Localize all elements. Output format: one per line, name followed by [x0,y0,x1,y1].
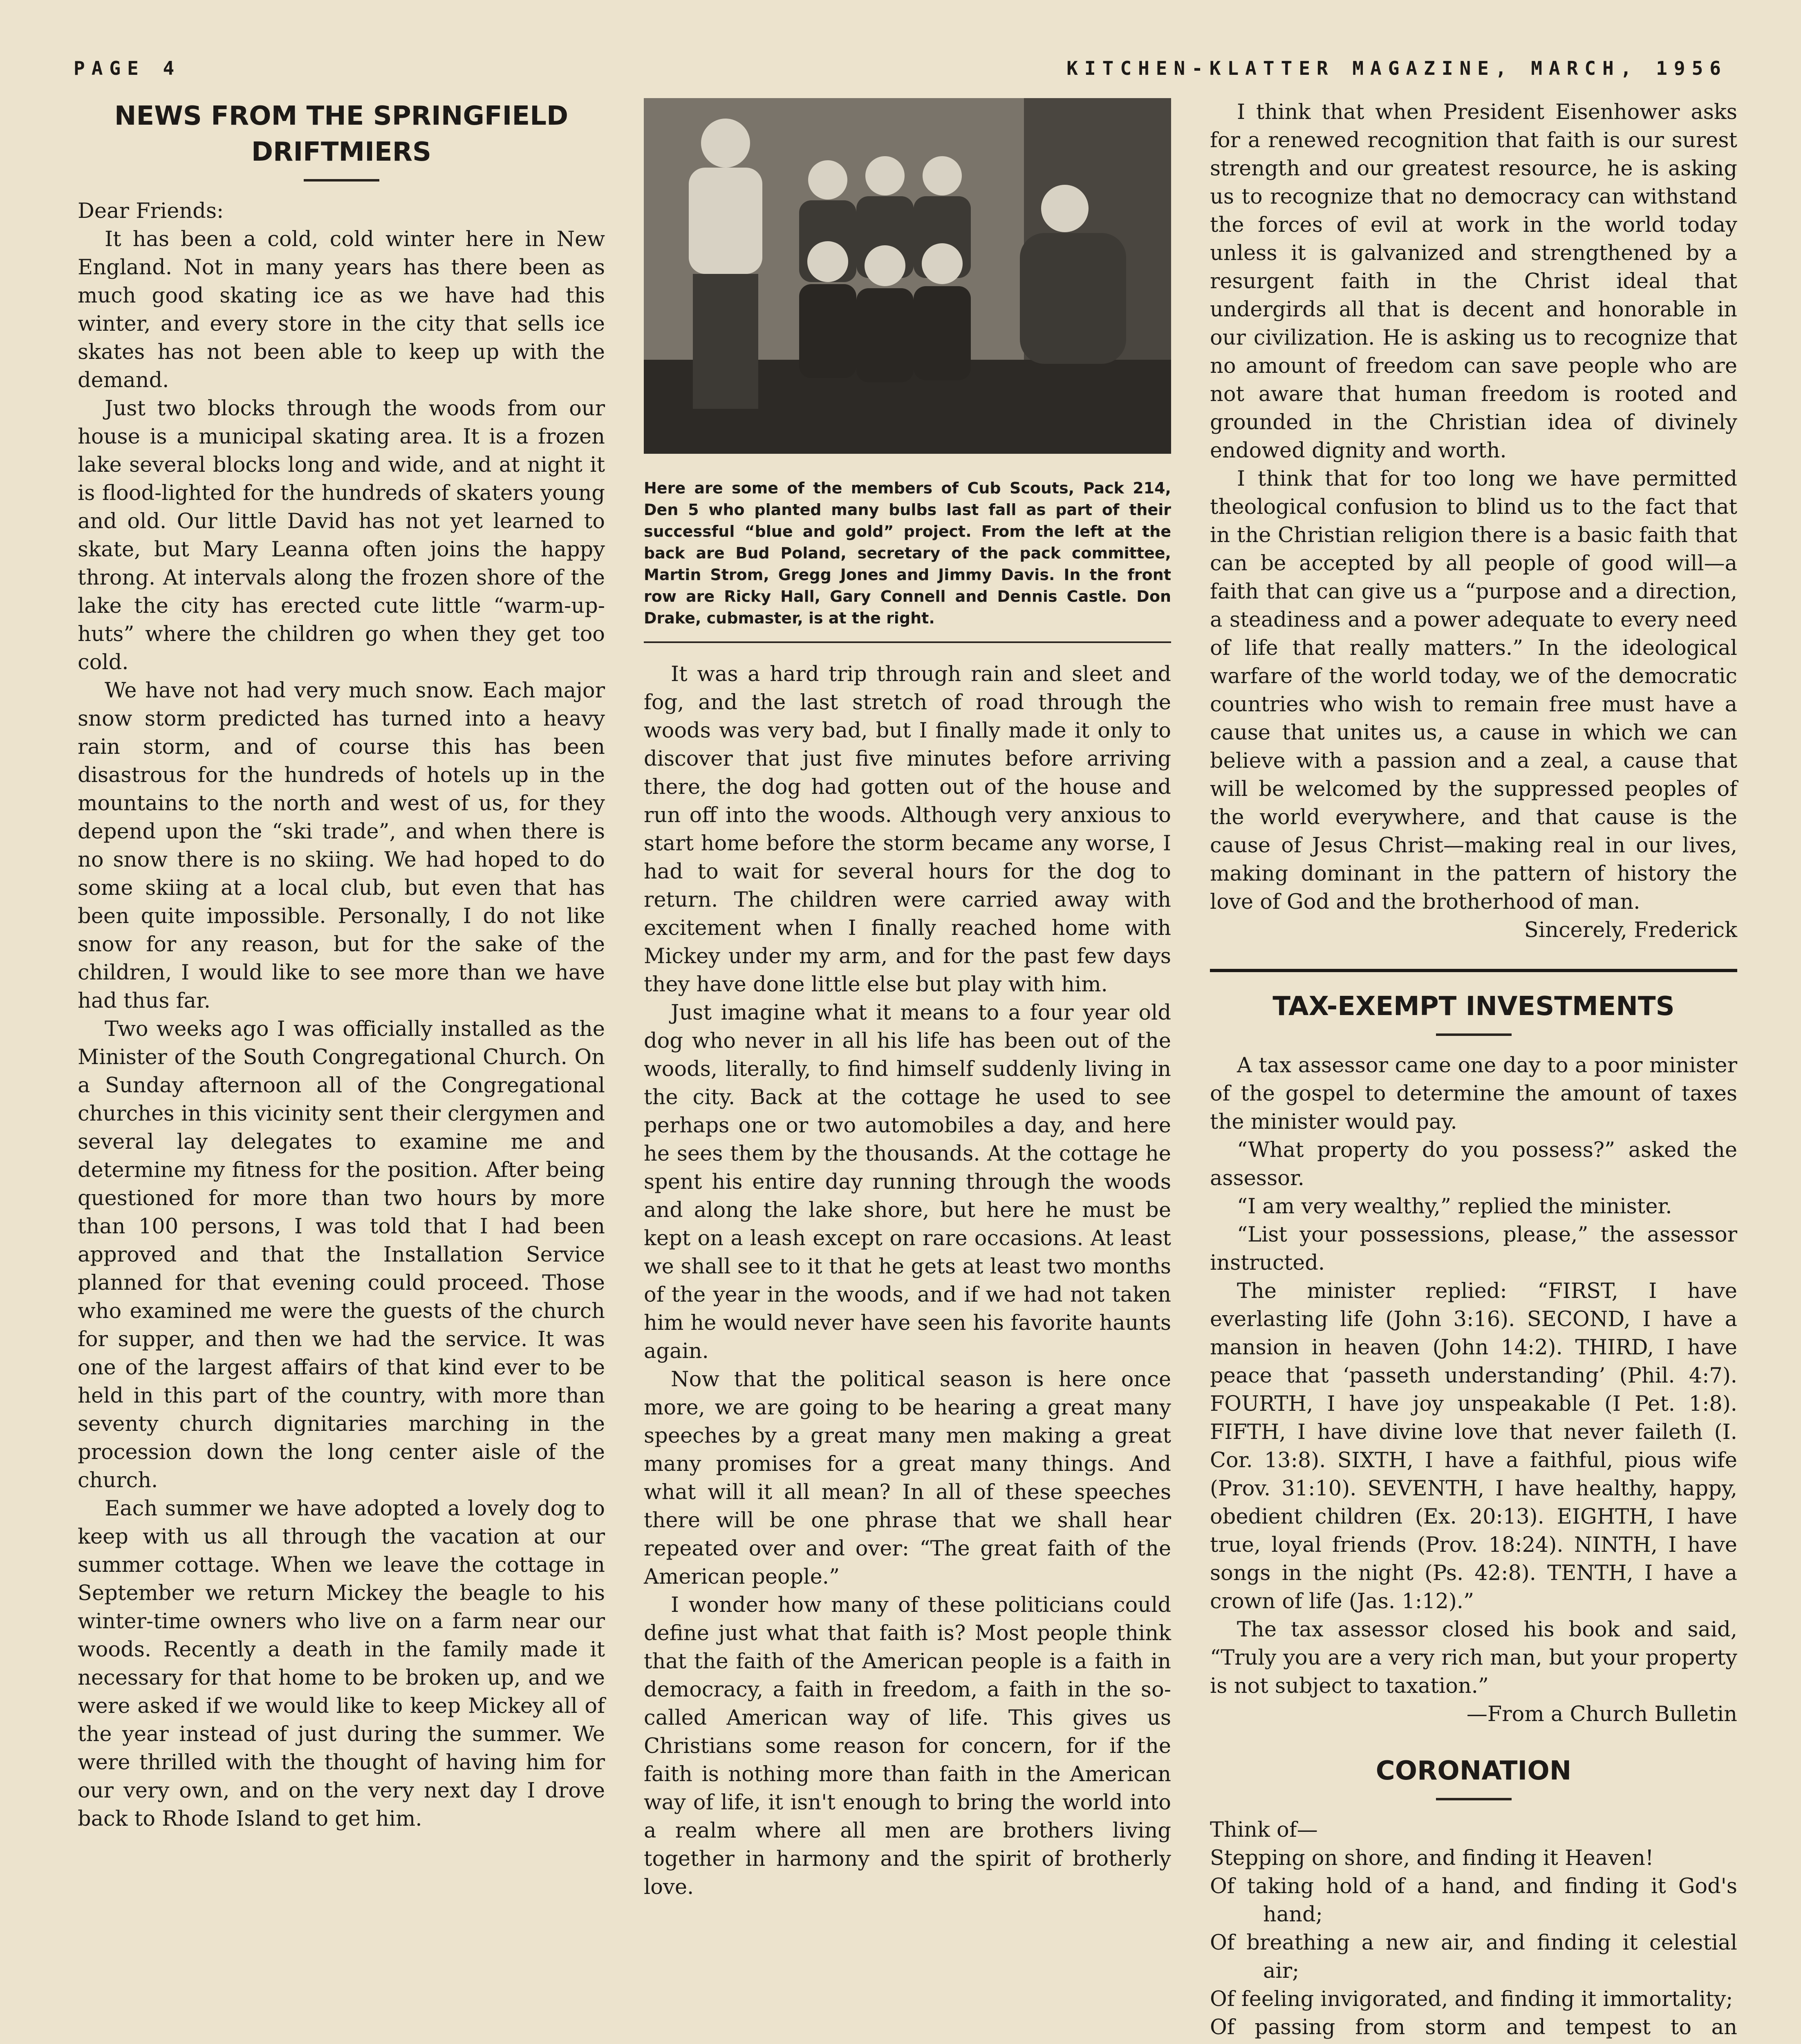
title-rule [1436,1798,1512,1800]
signoff: Sincerely, Frederick [1524,918,1737,942]
page-number: PAGE 4 [74,57,181,79]
poem-line: Of feeling invigorated, and finding it immortality; [1210,1987,1733,2011]
column-left [78,98,605,1833]
paragraph: I think that when President Eisenhower asks for a renewed recognition that faith is our surest strength and our greatest resource, he is asking us to recognize that no democracy can withstand the forces of evil at work in the world today unless it is galvanized and strengthened by a resurgent faith in the Christ ideal that undergirds all that is decent and honorable in our civilization. He is asking us to recognize that no amount of freedom can save people who are not aware that human freedom is rooted and grounded in the Christian idea of divinely endowed dignity and worth. [1210,100,1737,463]
article-title: NEWS FROM THE SPRINGFIELD DRIFTMIERS [114,101,569,167]
paragraph: “List your possessions, please,” the assessor instructed. [1210,1223,1737,1275]
paragraph: It has been a cold, cold winter here in New England. Not in many years has there been as much good skating ice as we have had this winter, and every store in the city that sells ice skates has not been able to keep up with the demand. [78,227,605,392]
title-rule [1436,1033,1512,1036]
paragraph: Just imagine what it means to a four year old dog who never in all his life has been out of the woods, literally, to find himself suddenly living in the city. Back at the cottage he used to see perhaps one or two automobiles a day, and here he sees them by the thousands. At the cottage he spent his entire day running through the woods and along the lake shore, but here he must be kept on a leash except on rare occasions. At least we shall see to it that he gets at least two months of the year in the woods, and if we had not taken him he would never have seen his favorite haunts again. [644,1001,1171,1363]
coronation-poem [1210,1816,1737,2044]
photo-image [644,98,1171,454]
photo-caption: Here are some of the members of Cub Scouts, Pack 214, Den 5 who planted many bulbs last fall as part of their successful “blue and gold” project. From the left at the back are Bud Poland, secretary of the pack committee, Martin Strom, Gregg Jones and Jimmy Davis. In the front row are Ricky Hall, Gary Connell and Dennis Castle. Don Drake, cubmaster, is at the right. [644,479,1171,627]
cub-scouts-photo [644,98,1171,454]
poem-line: Stepping on shore, and finding it Heaven! [1210,1846,1654,1870]
article-body-part3 [1210,98,1737,944]
coronation-title: CORONATION [1375,1756,1572,1786]
article-body-part2 [644,660,1171,1901]
poem-intro: Think of— [1210,1818,1318,1842]
paragraph: I wonder how many of these politicians could define just what that faith is? Most people think that the faith of the American people is a faith in democracy, a faith in freedom, a faith in the so-called American way of life. This gives us Christians some reason for concern, for if the faith is nothing more than faith in the American way of life, it isn't enough to bring the world into a realm where all men are brothers living together in harmony and the spirit of brotherly love. [644,1593,1171,1899]
salutation: Dear Friends: [78,199,224,223]
paragraph: We have not had very much snow. Each major snow storm predicted has turned into a heavy rain storm, and of course this has been disastrous for the hundreds of hotels up in the mountains to the north and west of us, for they depend upon the “ski trade”, and when there is no snow there is no skiing. We had hoped to do some skiing at a local club, but even that has been quite impossible. Personally, I do not like snow for any reason, but for the sake of the children, I would like to see more than we have had thus far. [78,679,605,1013]
paragraph: Each summer we have adopted a lovely dog to keep with us all through the vacation at our summer cottage. When we leave the cottage in September we return Mickey the beagle to his winter-time owners who live on a farm near our woods. Recently a death in the family made it necessary for that home to be broken up, and we were asked if we would like to keep Mickey all of the year instead of just during the summer. We were thrilled with the thought of having him for our very own, and on the very next day I drove back to Rhode Island to get him. [78,1497,605,1831]
paragraph: The tax assessor closed his book and said, “Truly you are a very rich man, but your property is not subject to taxation.” [1210,1618,1737,1698]
tax-body [1210,1051,1737,1728]
column-middle [644,98,1171,1901]
paragraph: Two weeks ago I was officially installed as the Minister of the South Congregational Church. On a Sunday afternoon all of the Congregational churches in this vicinity sent their clergymen and several lay delegates to examine me and determine my fitness for the position. After being questioned for more than two hours by more than 100 persons, I was told that I had been approved and that the Installation Service planned for that evening could proceed. Those who examined me were the guests of the church for supper, and then we had the service. It was one of the largest affairs of that kind ever to be held in this part of the country, with more than seventy church dignitaries marching in the procession down the long center aisle of the church. [78,1017,605,1493]
tax-title: TAX-EXEMPT INVESTMENTS [1272,991,1675,1022]
paragraph: It was a hard trip through rain and sleet and fog, and the last stretch of road through the woods was very bad, but I finally made it only to discover that just five minutes before arriving there, the dog had gotten out of the house and run off into the woods. Although very anxious to start home before the storm became any worse, I had to wait for several hours for the dog to return. The children were carried away with excitement when I finally reached home with Mickey under my arm, and for the past few days they have done little else but play with him. [644,662,1171,997]
divider [644,641,1171,643]
paragraph: Now that the political season is here once more, we are going to be hearing a great many speeches by a great many men making a great many promises for a great many things. And what will it all mean? In all of these speeches there will be one phrase that we shall hear repeated over and over: “The great faith of the American people.” [644,1367,1171,1589]
running-header [74,57,1727,82]
paragraph: I think that for too long we have permitted theological confusion to blind us to the fact that in the Christian religion there is a basic faith that can be accepted by all people of good will—a faith that can give us a “purpose and a direction, a steadiness and a power adequate to every need of life that really matters.” In the ideological warfare of the world today, we of the democratic countries who wish to remain free must have a cause that unites us, a cause in which we can believe with a passion and a zeal, a cause that will be welcomed by the suppressed peoples of the world everywhere, and that cause is the cause of Jesus Christ—making real in our lives, making dominant in the pattern of history the love of God and the brotherhood of man. [1210,467,1737,914]
paragraph: “I am very wealthy,” replied the minister. [1237,1195,1672,1219]
article-body-part1 [78,197,605,1833]
section-divider [1210,969,1737,972]
paragraph: The minister replied: “FIRST, I have everlasting life (John 3:16). SECOND, I have a mansion in heaven (John 14:2). THIRD, I have peace that ‘passeth understanding’ (Phil. 4:7). FOURTH, I have joy unspeakable (I Pet. 1:8). FIFTH, I have divine love that never faileth (I. Cor. 13:8). SIXTH, I have a faithful, pious wife (Prov. 31:10). SEVENTH, I have healthy, happy, obedient children (Ex. 20:13). EIGHTH, I have true, loyal friends (Prov. 18:24). NINTH, I have songs in the night (Ps. 42:8). TENTH, I have a crown of life (Jas. 1:12).” [1210,1279,1737,1614]
paragraph: “What property do you possess?” asked the assessor. [1210,1138,1737,1190]
poem-line: Of passing from storm and tempest to an [1210,2015,1737,2040]
source-credit: —From a Church Bulletin [1466,1702,1737,1726]
paragraph: Just two blocks through the woods from our house is a municipal skating area. It is a frozen lake several blocks long and wide, and at night it is flood-lighted for the hundreds of skaters young and old. Our little David has not yet learned to skate, but Mary Leanna often joins the happy throng. At intervals along the frozen shore of the lake the city has erected cute little “warm-up-huts” where the children go when they get too cold. [78,397,605,675]
paragraph: A tax assessor came one day to a poor minister of the gospel to determine the amount of taxes the minister would pay. [1210,1053,1737,1134]
poem-line: Of taking hold of a hand, and finding it God's hand; [1210,1874,1737,1927]
poem-line: Of breathing a new air, and finding it celestial air; [1210,1931,1737,1983]
column-right [1210,98,1737,2044]
magazine-title-date: KITCHEN-KLATTER MAGAZINE, MARCH, 1956 [1066,57,1727,79]
title-rule [304,179,379,182]
